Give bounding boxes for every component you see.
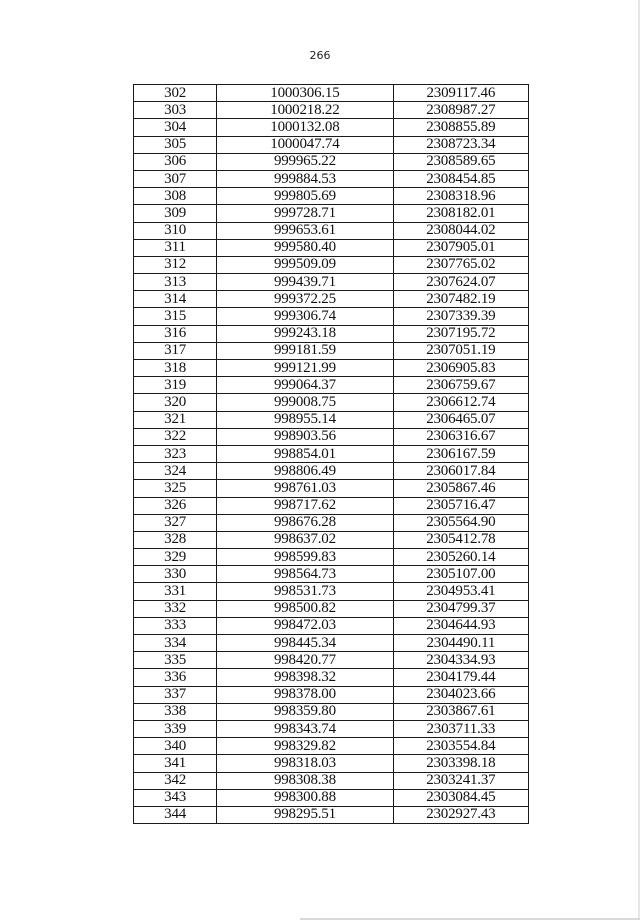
point-number-cell: 339 (134, 720, 217, 737)
table-row (134, 308, 529, 325)
y-coordinate-cell: 2305260.14 (393, 549, 528, 566)
point-number-cell: 327 (134, 514, 217, 531)
table-row (134, 566, 529, 583)
x-coordinate-cell: 999243.18 (217, 325, 393, 342)
point-number-cell: 308 (134, 188, 217, 205)
x-coordinate-cell: 998564.73 (217, 566, 393, 583)
point-number-cell: 309 (134, 205, 217, 222)
x-coordinate-cell: 999064.37 (217, 377, 393, 394)
y-coordinate-cell: 2302927.43 (393, 806, 528, 823)
x-coordinate-cell: 1000218.22 (217, 102, 393, 119)
table-row (134, 480, 529, 497)
x-coordinate-cell: 1000047.74 (217, 136, 393, 153)
y-coordinate-cell: 2307195.72 (393, 325, 528, 342)
y-coordinate-cell: 2305716.47 (393, 497, 528, 514)
x-coordinate-cell: 999509.09 (217, 256, 393, 273)
point-number-cell: 303 (134, 102, 217, 119)
point-number-cell: 322 (134, 428, 217, 445)
x-coordinate-cell: 998318.03 (217, 755, 393, 772)
y-coordinate-cell: 2303398.18 (393, 755, 528, 772)
y-coordinate-cell: 2306905.83 (393, 360, 528, 377)
y-coordinate-cell: 2308454.85 (393, 170, 528, 187)
point-number-cell: 326 (134, 497, 217, 514)
table-row (134, 635, 529, 652)
y-coordinate-cell: 2309117.46 (393, 85, 528, 102)
x-coordinate-cell: 998676.28 (217, 514, 393, 531)
table-row (134, 102, 529, 119)
x-coordinate-cell: 998637.02 (217, 531, 393, 548)
point-number-cell: 335 (134, 652, 217, 669)
y-coordinate-cell: 2303554.84 (393, 738, 528, 755)
y-coordinate-cell: 2306759.67 (393, 377, 528, 394)
y-coordinate-cell: 2304490.11 (393, 635, 528, 652)
table-row (134, 256, 529, 273)
y-coordinate-cell: 2304953.41 (393, 583, 528, 600)
x-coordinate-cell: 998500.82 (217, 600, 393, 617)
y-coordinate-cell: 2306316.67 (393, 428, 528, 445)
x-coordinate-cell: 999965.22 (217, 153, 393, 170)
y-coordinate-cell: 2303867.61 (393, 703, 528, 720)
y-coordinate-cell: 2304799.37 (393, 600, 528, 617)
point-number-cell: 340 (134, 738, 217, 755)
table-row (134, 222, 529, 239)
table-row (134, 652, 529, 669)
y-coordinate-cell: 2308318.96 (393, 188, 528, 205)
table-row (134, 85, 529, 102)
y-coordinate-cell: 2304023.66 (393, 686, 528, 703)
x-coordinate-cell: 998359.80 (217, 703, 393, 720)
point-number-cell: 332 (134, 600, 217, 617)
table-row (134, 755, 529, 772)
point-number-cell: 329 (134, 549, 217, 566)
table-row (134, 720, 529, 737)
coordinate-table-body (134, 85, 529, 824)
table-row (134, 497, 529, 514)
point-number-cell: 331 (134, 583, 217, 600)
table-row (134, 686, 529, 703)
point-number-cell: 336 (134, 669, 217, 686)
y-coordinate-cell: 2307482.19 (393, 291, 528, 308)
y-coordinate-cell: 2308182.01 (393, 205, 528, 222)
x-coordinate-cell: 998378.00 (217, 686, 393, 703)
table-row (134, 153, 529, 170)
point-number-cell: 321 (134, 411, 217, 428)
table-row (134, 600, 529, 617)
y-coordinate-cell: 2305564.90 (393, 514, 528, 531)
table-row (134, 188, 529, 205)
table-row (134, 669, 529, 686)
point-number-cell: 302 (134, 85, 217, 102)
point-number-cell: 324 (134, 463, 217, 480)
x-coordinate-cell: 998761.03 (217, 480, 393, 497)
table-row (134, 325, 529, 342)
point-number-cell: 344 (134, 806, 217, 823)
table-row (134, 119, 529, 136)
x-coordinate-cell: 998329.82 (217, 738, 393, 755)
table-row (134, 291, 529, 308)
point-number-cell: 313 (134, 274, 217, 291)
point-number-cell: 343 (134, 789, 217, 806)
x-coordinate-cell: 998717.62 (217, 497, 393, 514)
point-number-cell: 338 (134, 703, 217, 720)
table-row (134, 428, 529, 445)
x-coordinate-cell: 999439.71 (217, 274, 393, 291)
page-number: 266 (309, 49, 331, 62)
point-number-cell: 333 (134, 617, 217, 634)
x-coordinate-cell: 998854.01 (217, 445, 393, 462)
table-row (134, 789, 529, 806)
point-number-cell: 334 (134, 635, 217, 652)
point-number-cell: 307 (134, 170, 217, 187)
table-row (134, 806, 529, 823)
x-coordinate-cell: 1000306.15 (217, 85, 393, 102)
x-coordinate-cell: 999121.99 (217, 360, 393, 377)
x-coordinate-cell: 998420.77 (217, 652, 393, 669)
table-row (134, 274, 529, 291)
x-coordinate-cell: 999372.25 (217, 291, 393, 308)
x-coordinate-cell: 998445.34 (217, 635, 393, 652)
y-coordinate-cell: 2308855.89 (393, 119, 528, 136)
point-number-cell: 317 (134, 342, 217, 359)
x-coordinate-cell: 998599.83 (217, 549, 393, 566)
point-number-cell: 305 (134, 136, 217, 153)
x-coordinate-cell: 999580.40 (217, 239, 393, 256)
y-coordinate-cell: 2303084.45 (393, 789, 528, 806)
y-coordinate-cell: 2305107.00 (393, 566, 528, 583)
table-row (134, 703, 529, 720)
x-coordinate-cell: 998903.56 (217, 428, 393, 445)
y-coordinate-cell: 2308987.27 (393, 102, 528, 119)
point-number-cell: 330 (134, 566, 217, 583)
y-coordinate-cell: 2304334.93 (393, 652, 528, 669)
point-number-cell: 325 (134, 480, 217, 497)
x-coordinate-cell: 998300.88 (217, 789, 393, 806)
x-coordinate-cell: 998343.74 (217, 720, 393, 737)
y-coordinate-cell: 2307051.19 (393, 342, 528, 359)
x-coordinate-cell: 999306.74 (217, 308, 393, 325)
y-coordinate-cell: 2306465.07 (393, 411, 528, 428)
coordinate-table (133, 84, 529, 824)
table-row (134, 738, 529, 755)
table-row (134, 360, 529, 377)
point-number-cell: 311 (134, 239, 217, 256)
y-coordinate-cell: 2306167.59 (393, 445, 528, 462)
point-number-cell: 323 (134, 445, 217, 462)
table-row (134, 377, 529, 394)
point-number-cell: 320 (134, 394, 217, 411)
point-number-cell: 315 (134, 308, 217, 325)
table-row (134, 531, 529, 548)
x-coordinate-cell: 999653.61 (217, 222, 393, 239)
x-coordinate-cell: 998295.51 (217, 806, 393, 823)
y-coordinate-cell: 2305412.78 (393, 531, 528, 548)
y-coordinate-cell: 2306612.74 (393, 394, 528, 411)
point-number-cell: 342 (134, 772, 217, 789)
point-number-cell: 314 (134, 291, 217, 308)
x-coordinate-cell: 998531.73 (217, 583, 393, 600)
y-coordinate-cell: 2308589.65 (393, 153, 528, 170)
point-number-cell: 319 (134, 377, 217, 394)
x-coordinate-cell: 998472.03 (217, 617, 393, 634)
y-coordinate-cell: 2305867.46 (393, 480, 528, 497)
y-coordinate-cell: 2306017.84 (393, 463, 528, 480)
table-row (134, 394, 529, 411)
x-coordinate-cell: 998398.32 (217, 669, 393, 686)
table-row (134, 136, 529, 153)
point-number-cell: 304 (134, 119, 217, 136)
x-coordinate-cell: 999181.59 (217, 342, 393, 359)
table-row (134, 617, 529, 634)
y-coordinate-cell: 2304644.93 (393, 617, 528, 634)
point-number-cell: 310 (134, 222, 217, 239)
table-row (134, 549, 529, 566)
point-number-cell: 306 (134, 153, 217, 170)
table-row (134, 239, 529, 256)
table-row (134, 342, 529, 359)
y-coordinate-cell: 2307624.07 (393, 274, 528, 291)
y-coordinate-cell: 2307905.01 (393, 239, 528, 256)
x-coordinate-cell: 998955.14 (217, 411, 393, 428)
y-coordinate-cell: 2308723.34 (393, 136, 528, 153)
point-number-cell: 318 (134, 360, 217, 377)
y-coordinate-cell: 2308044.02 (393, 222, 528, 239)
x-coordinate-cell: 1000132.08 (217, 119, 393, 136)
table-row (134, 514, 529, 531)
x-coordinate-cell: 999728.71 (217, 205, 393, 222)
x-coordinate-cell: 999008.75 (217, 394, 393, 411)
point-number-cell: 316 (134, 325, 217, 342)
y-coordinate-cell: 2307765.02 (393, 256, 528, 273)
table-row (134, 772, 529, 789)
x-coordinate-cell: 998806.49 (217, 463, 393, 480)
table-row (134, 445, 529, 462)
y-coordinate-cell: 2307339.39 (393, 308, 528, 325)
table-row (134, 170, 529, 187)
point-number-cell: 337 (134, 686, 217, 703)
point-number-cell: 328 (134, 531, 217, 548)
x-coordinate-cell: 999805.69 (217, 188, 393, 205)
y-coordinate-cell: 2303241.37 (393, 772, 528, 789)
y-coordinate-cell: 2303711.33 (393, 720, 528, 737)
x-coordinate-cell: 998308.38 (217, 772, 393, 789)
x-coordinate-cell: 999884.53 (217, 170, 393, 187)
point-number-cell: 312 (134, 256, 217, 273)
table-row (134, 205, 529, 222)
table-row (134, 583, 529, 600)
table-row (134, 463, 529, 480)
table-row (134, 411, 529, 428)
y-coordinate-cell: 2304179.44 (393, 669, 528, 686)
point-number-cell: 341 (134, 755, 217, 772)
